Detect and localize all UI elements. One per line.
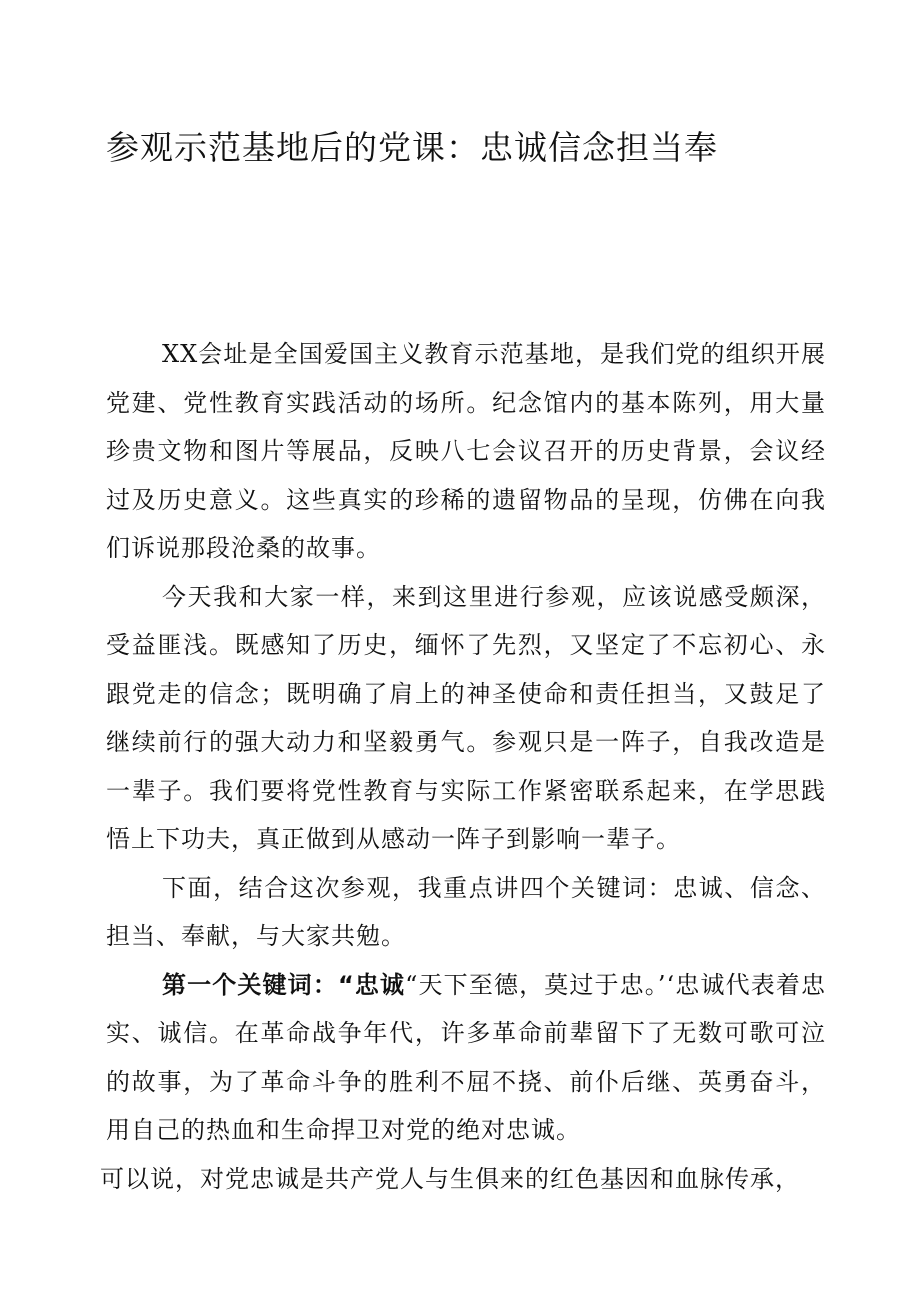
document-title: 参观示范基地后的党课：忠诚信念担当奉 bbox=[106, 128, 718, 167]
paragraph-keyword-loyalty bbox=[106, 961, 826, 1155]
paragraph-visit-impressions: 今天我和大家一样，来到这里进行参观，应该说感受颇深，受益匪浅。既感知了历史，缅怀了先烈，又坚定了不忘初心、永跟党走的信念；既明确了肩上的神圣使命和责任担当，又鼓足了继续前行的强大动力和坚毅勇气。参观只是一阵子，自我改造是一辈子。我们要将党性教育与实际工作紧密联系起来，在学思践悟上下功夫，真正做到从感动一阵子到影响一辈子。 bbox=[106, 582, 826, 853]
keyword-loyalty-text: “天下至德，莫过于忠。’‘忠诚代表着忠实、诚信。在革命战争年代，许多革命前辈留下了无数可歌可泣的故事，为了革命斗争的胜利不屈不挠、前仆后继、英勇奋斗，用自己的热血和生命捍卫对党的绝对忠诚。 bbox=[106, 970, 826, 1144]
paragraph-intro: XX会址是全国爱国主义教育示范基地，是我们党的组织开展党建、党性教育实践活动的场所。纪念馆内的基本陈列，用大量珍贵文物和图片等展品，反映八七会议召开的历史背景，会议经过及历史意义。这些真实的珍稀的遗留物品的呈现，仿佛在向我们诉说那段沧桑的故事。 bbox=[106, 340, 826, 562]
keyword-heading-loyalty: 第一个关键词：“忠诚 bbox=[162, 970, 406, 999]
paragraph-loyalty-continuation: 可以说，对党忠诚是共产党人与生俱来的红色基因和血脉传承， bbox=[100, 1164, 800, 1193]
paragraph-keywords-overview: 下面，结合这次参观，我重点讲四个关键词：忠诚、信念、担当、奉献，与大家共勉。 bbox=[106, 873, 826, 950]
document-body bbox=[100, 330, 826, 1203]
